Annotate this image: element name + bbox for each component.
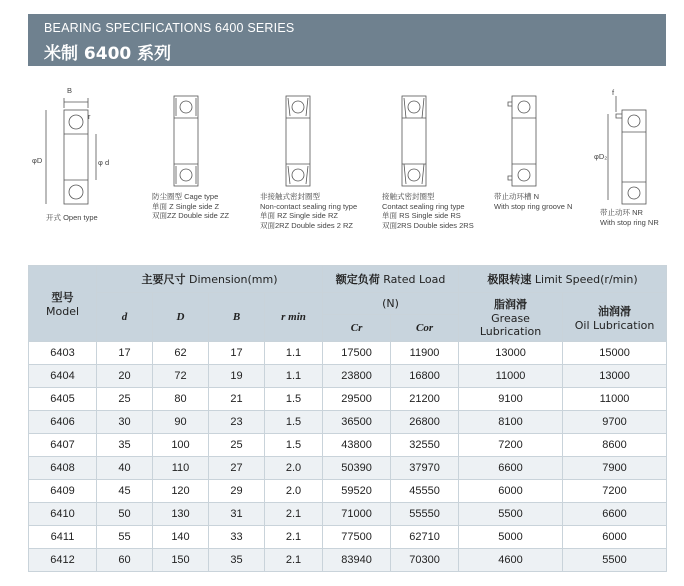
table-row — [29, 480, 667, 503]
cell-d: 50 — [97, 503, 153, 526]
cell-cor: 70300 — [391, 549, 459, 572]
cell-oil: 7200 — [563, 480, 667, 503]
page-title-zh: 米制 6400 系列 — [44, 44, 172, 64]
cell-outer-d: 120 — [153, 480, 209, 503]
dim-label-f: f — [612, 88, 615, 97]
table-row — [29, 411, 667, 434]
header-d: d — [97, 293, 153, 342]
table-row — [29, 434, 667, 457]
cell-b: 17 — [209, 342, 265, 365]
cell-d: 35 — [97, 434, 153, 457]
cell-cr: 29500 — [323, 388, 391, 411]
header-model: 型号 Model — [29, 266, 97, 342]
stop-ring-diagram — [608, 96, 646, 204]
bearing-diagrams — [28, 82, 668, 242]
non-contact-seal-diagram — [286, 96, 310, 186]
cell-outer-d: 110 — [153, 457, 209, 480]
cell-cor: 32550 — [391, 434, 459, 457]
cell-model: 6403 — [29, 342, 97, 365]
header-outer-d: D — [153, 293, 209, 342]
cell-cr: 23800 — [323, 365, 391, 388]
table-row — [29, 342, 667, 365]
cell-cr: 36500 — [323, 411, 391, 434]
cell-cor: 21200 — [391, 388, 459, 411]
table-row — [29, 365, 667, 388]
title-banner — [28, 14, 666, 66]
contact-seal-diagram — [402, 96, 426, 186]
cell-r-min: 1.1 — [265, 342, 323, 365]
caption-cage-type: 防尘圈型 Cage type 单面 Z Single side Z 双面ZZ Double side ZZ — [152, 192, 230, 220]
cell-outer-d: 62 — [153, 342, 209, 365]
cell-grease: 5000 — [459, 526, 563, 549]
cell-b: 35 — [209, 549, 265, 572]
cell-d: 45 — [97, 480, 153, 503]
header-rated-load: 额定负荷 Rated Load — [323, 266, 459, 293]
cell-model: 6412 — [29, 549, 97, 572]
cell-d: 55 — [97, 526, 153, 549]
cell-r-min: 2.1 — [265, 503, 323, 526]
specification-table — [28, 265, 667, 572]
cell-outer-d: 140 — [153, 526, 209, 549]
cell-d: 30 — [97, 411, 153, 434]
cell-outer-d: 130 — [153, 503, 209, 526]
cell-outer-d: 80 — [153, 388, 209, 411]
header-limit-speed: 极限转速 Limit Speed(r/min) — [459, 266, 667, 293]
cell-model: 6406 — [29, 411, 97, 434]
cell-oil: 8600 — [563, 434, 667, 457]
table-row — [29, 503, 667, 526]
header-unit-n: (N) — [323, 293, 459, 315]
header-cr: Cr — [323, 315, 391, 342]
cell-model: 6409 — [29, 480, 97, 503]
cell-r-min: 2.0 — [265, 480, 323, 503]
cell-grease: 7200 — [459, 434, 563, 457]
cell-grease: 11000 — [459, 365, 563, 388]
cell-b: 33 — [209, 526, 265, 549]
table-row — [29, 549, 667, 572]
cell-cr: 77500 — [323, 526, 391, 549]
cell-oil: 6600 — [563, 503, 667, 526]
cell-cor: 55550 — [391, 503, 459, 526]
header-grease: 脂润滑 Grease Lubrication — [459, 293, 563, 342]
cell-oil: 7900 — [563, 457, 667, 480]
caption-stop-ring: 带止动环 NR With stop ring NR — [600, 208, 659, 227]
cell-b: 29 — [209, 480, 265, 503]
cell-cr: 59520 — [323, 480, 391, 503]
cell-grease: 6600 — [459, 457, 563, 480]
cell-outer-d: 90 — [153, 411, 209, 434]
header-b: B — [209, 293, 265, 342]
cell-cr: 71000 — [323, 503, 391, 526]
cage-type-diagram — [174, 96, 198, 186]
cell-grease: 6000 — [459, 480, 563, 503]
cell-b: 21 — [209, 388, 265, 411]
caption-contact-seal: 接触式密封圈型 Contact sealing ring type 单面 RS Single side RS 双面2RS Double sides 2RS — [382, 192, 474, 230]
cell-r-min: 2.1 — [265, 526, 323, 549]
cell-r-min: 1.5 — [265, 434, 323, 457]
cell-grease: 13000 — [459, 342, 563, 365]
cell-d: 20 — [97, 365, 153, 388]
table-row — [29, 526, 667, 549]
dim-label-outer-d: φD — [32, 156, 43, 165]
header-dimension: 主要尺寸 Dimension(mm) — [97, 266, 323, 293]
cell-cr: 43800 — [323, 434, 391, 457]
cell-outer-d: 72 — [153, 365, 209, 388]
cell-r-min: 1.5 — [265, 411, 323, 434]
cell-cor: 62710 — [391, 526, 459, 549]
cell-oil: 15000 — [563, 342, 667, 365]
cell-b: 31 — [209, 503, 265, 526]
cell-grease: 9100 — [459, 388, 563, 411]
cell-d: 60 — [97, 549, 153, 572]
dim-label-inner-d: φ d — [98, 158, 110, 167]
stop-ring-groove-diagram — [508, 96, 536, 186]
cell-d: 40 — [97, 457, 153, 480]
cell-b: 25 — [209, 434, 265, 457]
cell-oil: 5500 — [563, 549, 667, 572]
cell-grease: 4600 — [459, 549, 563, 572]
cell-cor: 26800 — [391, 411, 459, 434]
cell-model: 6407 — [29, 434, 97, 457]
cell-grease: 8100 — [459, 411, 563, 434]
cell-cor: 37970 — [391, 457, 459, 480]
cell-cr: 17500 — [323, 342, 391, 365]
cell-cr: 50390 — [323, 457, 391, 480]
header-oil: 油润滑 Oil Lubrication — [563, 293, 667, 342]
cell-oil: 13000 — [563, 365, 667, 388]
header-cor: Cor — [391, 315, 459, 342]
cell-r-min: 2.1 — [265, 549, 323, 572]
cell-model: 6405 — [29, 388, 97, 411]
cell-cr: 83940 — [323, 549, 391, 572]
cell-r-min: 1.1 — [265, 365, 323, 388]
table-row — [29, 388, 667, 411]
cell-b: 27 — [209, 457, 265, 480]
cell-cor: 45550 — [391, 480, 459, 503]
cell-grease: 5500 — [459, 503, 563, 526]
caption-stop-ring-groove: 带止动环槽 N With stop ring groove N — [494, 192, 573, 211]
cell-b: 19 — [209, 365, 265, 388]
caption-non-contact-seal: 非接触式密封圈型 Non-contact sealing ring type 单面 RZ Single side RZ 双面2RZ Double sides 2 RZ — [260, 192, 358, 230]
cell-b: 23 — [209, 411, 265, 434]
cell-cor: 11900 — [391, 342, 459, 365]
cell-r-min: 2.0 — [265, 457, 323, 480]
dim-label-d2: φD₂ — [594, 152, 608, 161]
page-title-en: BEARING SPECIFICATIONS 6400 SERIES — [44, 21, 295, 35]
cell-cor: 16800 — [391, 365, 459, 388]
cell-oil: 6000 — [563, 526, 667, 549]
cell-outer-d: 150 — [153, 549, 209, 572]
cell-oil: 11000 — [563, 388, 667, 411]
dim-label-b: B — [67, 86, 73, 95]
cell-d: 25 — [97, 388, 153, 411]
cell-model: 6404 — [29, 365, 97, 388]
table-row — [29, 457, 667, 480]
header-r-min: r min — [265, 293, 323, 342]
caption-open-type: 开式 Open type — [46, 213, 98, 222]
cell-d: 17 — [97, 342, 153, 365]
cell-model: 6410 — [29, 503, 97, 526]
cell-oil: 9700 — [563, 411, 667, 434]
cell-model: 6408 — [29, 457, 97, 480]
cell-outer-d: 100 — [153, 434, 209, 457]
cell-model: 6411 — [29, 526, 97, 549]
cell-r-min: 1.5 — [265, 388, 323, 411]
dim-label-r: r — [88, 112, 91, 121]
